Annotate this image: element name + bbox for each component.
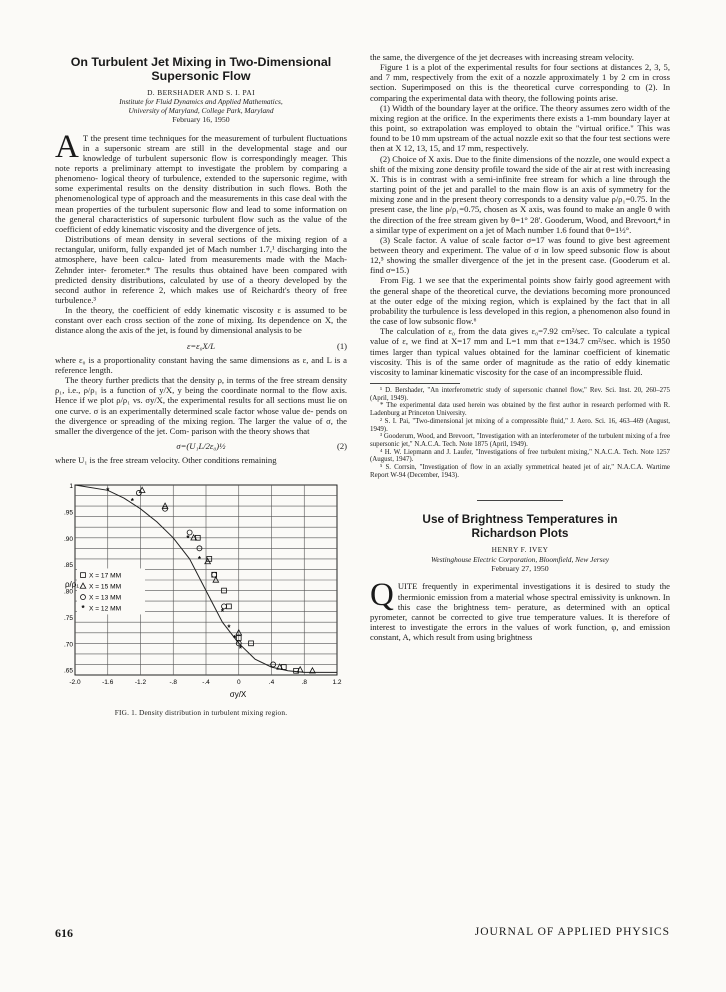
article-separator xyxy=(477,500,563,501)
x-tick-label: .8 xyxy=(301,679,307,687)
article-date: February 16, 1950 xyxy=(172,115,230,125)
figure-caption: FIG. 1. Density distribution in turbulent mixing region. xyxy=(114,707,288,717)
y-tick-label: 1 xyxy=(69,483,73,491)
article-2-text: UITE frequently in experimental investigations it is desired to study the thermionic emission from a material whose spectral emissivity is unknown. In this case the brightness tem- perature, as determined with an optical pyrometer, cannot be corrected to give true temperature values. It is therefore of interest to investigate the errors in the values of work function, φ, and emission constant, A, which result from using brightness xyxy=(370,581,670,643)
intro-text: T the present time techniques for the measurement of turbulent fluctuations in a supersonic stream are still in the developmental stage and our knowledge of turbulent supersonic flow is correspondingly meager. This note reports a preliminary attempt to investigate the problem by comparing a phenomeno- logical theory of turbulence, extended to the supersonic regime, with some experimental results on the density distribution in such flows. Both the phenomenological type of approach and the measurements in this case deal with the mean properties of the turbulent supersonic flow and lead to some information on the general characteristics of supersonic turbulent flow such as the value of the coefficient of eddy kinematic viscosity and the divergence of jets. xyxy=(55,132,347,234)
x-tick-label: -1.2 xyxy=(134,679,147,687)
drop-cap: A xyxy=(55,128,79,165)
paragraph-calculation: The calculation of ε₀ from the data gives ε₀=7.92 cm²/sec. To calculate a typical value of ε, we find at X=17 mm and L=1 mm that ε=134.7 cm²/sec. which is 1950 times larger than typical values obtained for the laminar coefficient of kinematic viscosity. This is of the same order of magnitude as the ratio of eddy kinematic viscosity to laminar kinematic viscosity for the case of an incompressible fluid. xyxy=(370,326,670,377)
y-tick-label: .75 xyxy=(63,615,73,623)
paragraph-predicts: The theory further predicts that the density ρ, in terms of the free stream density ρ₁, i.e., ρ/ρ₁ is a function of y/X, y being the coordinate normal to the flow axis. Hence if we plot ρ/ρ₁ vs. σy/X, the experimental results for all sections must lie on one curve. σ is an experimentally determined scale factor whose value de- pends on the divergence or spreading of the mixing region. The larger the value of σ, the smaller the divergence of the jet. Com- parison with the theory shows that xyxy=(55,375,347,436)
right-column xyxy=(370,52,670,642)
data-point-star: * xyxy=(238,644,242,654)
article-2-affiliation: Westinghouse Electric Corporation, Bloomfield, New Jersey xyxy=(430,554,610,564)
legend-label: X = 12 MM xyxy=(89,605,122,613)
paragraph-velocity: where U₁ is the free stream velocity. Other conditions remaining xyxy=(55,455,277,466)
y-tick-label: .65 xyxy=(63,668,73,676)
article-2-date: February 27, 1950 xyxy=(491,564,549,574)
data-point-star: * xyxy=(220,608,224,618)
y-tick-label: .80 xyxy=(63,588,73,596)
footnote-rule xyxy=(370,383,460,384)
data-point-circle xyxy=(163,507,168,512)
footnote-3: ³ Gooderum, Wood, and Brevoort, "Investigation with an interferometer of the turbulent mixing of a free supersonic jet," N.A.C.A. Tech. Note 1875 (April, 1949). xyxy=(370,433,670,448)
figure-1 xyxy=(55,479,347,717)
legend-symbol-star: * xyxy=(81,604,85,614)
data-point-star: * xyxy=(130,497,134,507)
data-point-star: * xyxy=(106,486,110,496)
paragraph-x-axis: (2) Choice of X axis. Due to the finite dimensions of the nozzle, one would expect a shift of the mixing zone density profile toward the side of the air at rest with increasing X. This is in contrast with a semi-infinite free stream for which a line through the starting point of the jet and parallel to the main flow is an axis of symmetry for the mixing zone and in the present theory corresponds to a density value ρ/ρ₁=0.75. In the present case, the line ρ/ρ₁=0.75, chosen as X axis, was found to make an angle θ with the direction of the free stream given by θ=1° 28'. Gooderum, Wood, and Brevoort,⁴ in a similar type of experiment on a jet of Mach number 1.6 found that θ=1½°. xyxy=(370,153,670,235)
equation-2-number: (2) xyxy=(336,441,347,452)
data-point-triangle xyxy=(213,577,219,582)
equation-2-body: σ=(U₁L/2ε₀)½ xyxy=(176,441,226,452)
article-authors: D. BERSHADER AND S. I. PAI xyxy=(147,88,255,97)
equation-1 xyxy=(55,341,347,351)
paragraph-boundary-layer: (1) Width of the boundary layer at the orifice. The theory assumes zero width of the mixing region at the orifice. In the experiments there exists a 1-mm boundary layer at this point, so extrapolation was employed to obtain the "virtual orifice." This was found to be 10 mm upstream of the actual nozzle exit so that the four test sections were then at X 12, 13, 15, and 17 mm, respectively. xyxy=(370,102,670,154)
x-tick-label: -1.6 xyxy=(102,679,114,687)
left-column xyxy=(55,52,347,718)
footnote-2: ² S. I. Pai, "Two-dimensional jet mixing of a compressible fluid," J. Aero. Sci. 16, 463–469 (August, 1949). xyxy=(370,417,670,433)
paragraph-where: where ε₀ is a proportionality constant having the same dimensions as ε, and L is a reference length. xyxy=(55,354,347,375)
paragraph-continued: the same, the divergence of the jet decreases with increasing stream velocity. xyxy=(370,52,634,62)
data-point-triangle xyxy=(139,488,145,493)
density-chart xyxy=(55,479,347,701)
y-tick-label: .90 xyxy=(63,536,73,544)
affiliation-line-2: University of Maryland, College Park, Maryland xyxy=(128,105,274,115)
article-2-author: HENRY F. IVEY xyxy=(491,545,549,555)
paragraph-intro xyxy=(55,128,347,235)
data-point-star: * xyxy=(197,555,202,565)
data-point-circle xyxy=(212,573,217,578)
y-tick-label: .70 xyxy=(63,641,73,649)
footnote-5: ⁵ S. Corrsin, "Investigation of flow in an axially symmetrical heated jet of air," N.A.C.A. Wartime Report W-94 (December, 1943). xyxy=(370,464,670,479)
x-tick-label: .4 xyxy=(268,679,275,687)
paragraph-agreement: From Fig. 1 we see that the experimental points show fairly good agreement with the general shape of the theoretical curve, the deviations becoming more pronounced at the outer edge of the mixing region, which is explained by the fact that in all probability the turbulence is less developed in this region, a phenomenon also found in the case of low subsonic flow.⁶ xyxy=(370,275,670,327)
footnote-star: * The experimental data used herein was obtained by the first author in research performed with R. Ladenburg at Princeton University. xyxy=(370,402,670,418)
article-2-title-line-2: Richardson Plots xyxy=(471,525,569,540)
data-point-square xyxy=(227,604,232,609)
paragraph-figure: Figure 1 is a plot of the experimental results for four sections at distances 2, 3, 5, and 7 mm, respectively from the exit of a nozzle approximately 1 by 2 cm in cross section. Superimposed on this is the theoretical curve corresponding to (2). In comparing the experimental data with theory, the following points arise. xyxy=(370,62,670,103)
article-2-drop-cap: Q xyxy=(370,577,394,614)
y-axis-label: ρ/ρ₁ xyxy=(65,580,80,590)
equation-2 xyxy=(55,441,347,451)
legend-label: X = 15 MM xyxy=(89,583,122,591)
x-tick-label: -.4 xyxy=(202,679,210,687)
page-number: 616 xyxy=(55,926,73,940)
data-point-star: * xyxy=(186,534,190,544)
x-tick-label: 1.2 xyxy=(332,679,342,687)
data-point-star: * xyxy=(233,634,237,644)
data-point-star: * xyxy=(227,623,231,633)
y-tick-label: .95 xyxy=(63,509,73,517)
article-title: On Turbulent Jet Mixing in Two-Dimensional Supersonic Flow xyxy=(70,55,332,83)
x-tick-label: -2.0 xyxy=(69,679,81,687)
paragraph-theory: In the theory, the coefficient of eddy kinematic viscosity ε is assumed to be constant over each cross section of the zone of mixing. Its dependence on X, the distance along the axis of the jet, is found by dimensional analysis to be xyxy=(55,305,347,336)
paragraph-scale-factor: (3) Scale factor. A value of scale factor σ=17 was found to give best agreement between theory and experiment. The value of σ in low speed subsonic flow is about 12,⁵ showing the smaller divergence of the jet in the present case. (Gooderum et al. find σ=15.) xyxy=(370,234,670,276)
y-tick-label: .85 xyxy=(63,562,73,570)
paragraph-distributions: Distributions of mean density in several sections of the mixing region of a rectangular, uniform, fully expanded jet of Mach number 1.7,¹ discharging into the atmosphere, have been calcu- lated from measurements made with the Mach-Zehnder inter- ferometer.* The results thus obtained have been compared with predicted density distributions, calculated by use of a theory developed by the second author in reference 2, which makes use of Reichardt's theory of free turbulence.³ xyxy=(55,234,347,305)
article-2-title-line-1: Use of Brightness Temperatures in xyxy=(422,512,618,527)
x-tick-label: 0 xyxy=(236,679,241,687)
journal-name: JOURNAL OF APPLIED PHYSICS xyxy=(474,926,670,938)
x-axis-label: σy/X xyxy=(229,690,247,700)
footnote-4: ⁴ H. W. Liepmann and J. Laufer, "Investigations of free turbulent mixing," N.A.C.A. Tech. Note 1257 (August, 1947). xyxy=(370,448,670,464)
article-2-paragraph xyxy=(370,577,670,643)
affiliation-line-1: Institute for Fluid Dynamics and Applied Mathematics, xyxy=(119,97,283,107)
x-tick-label: -.8 xyxy=(169,679,178,687)
legend-label: X = 13 MM xyxy=(89,594,122,602)
footnote-1: ¹ D. Bershader, "An interferometric study of supersonic channel flow," Rev. Sci. Inst. 20, 260–275 (April, 1949). xyxy=(370,387,670,402)
equation-1-body: ε=ε₀X/L xyxy=(187,340,215,351)
legend-label: X = 17 MM xyxy=(89,572,122,580)
equation-1-number: (1) xyxy=(336,340,347,351)
